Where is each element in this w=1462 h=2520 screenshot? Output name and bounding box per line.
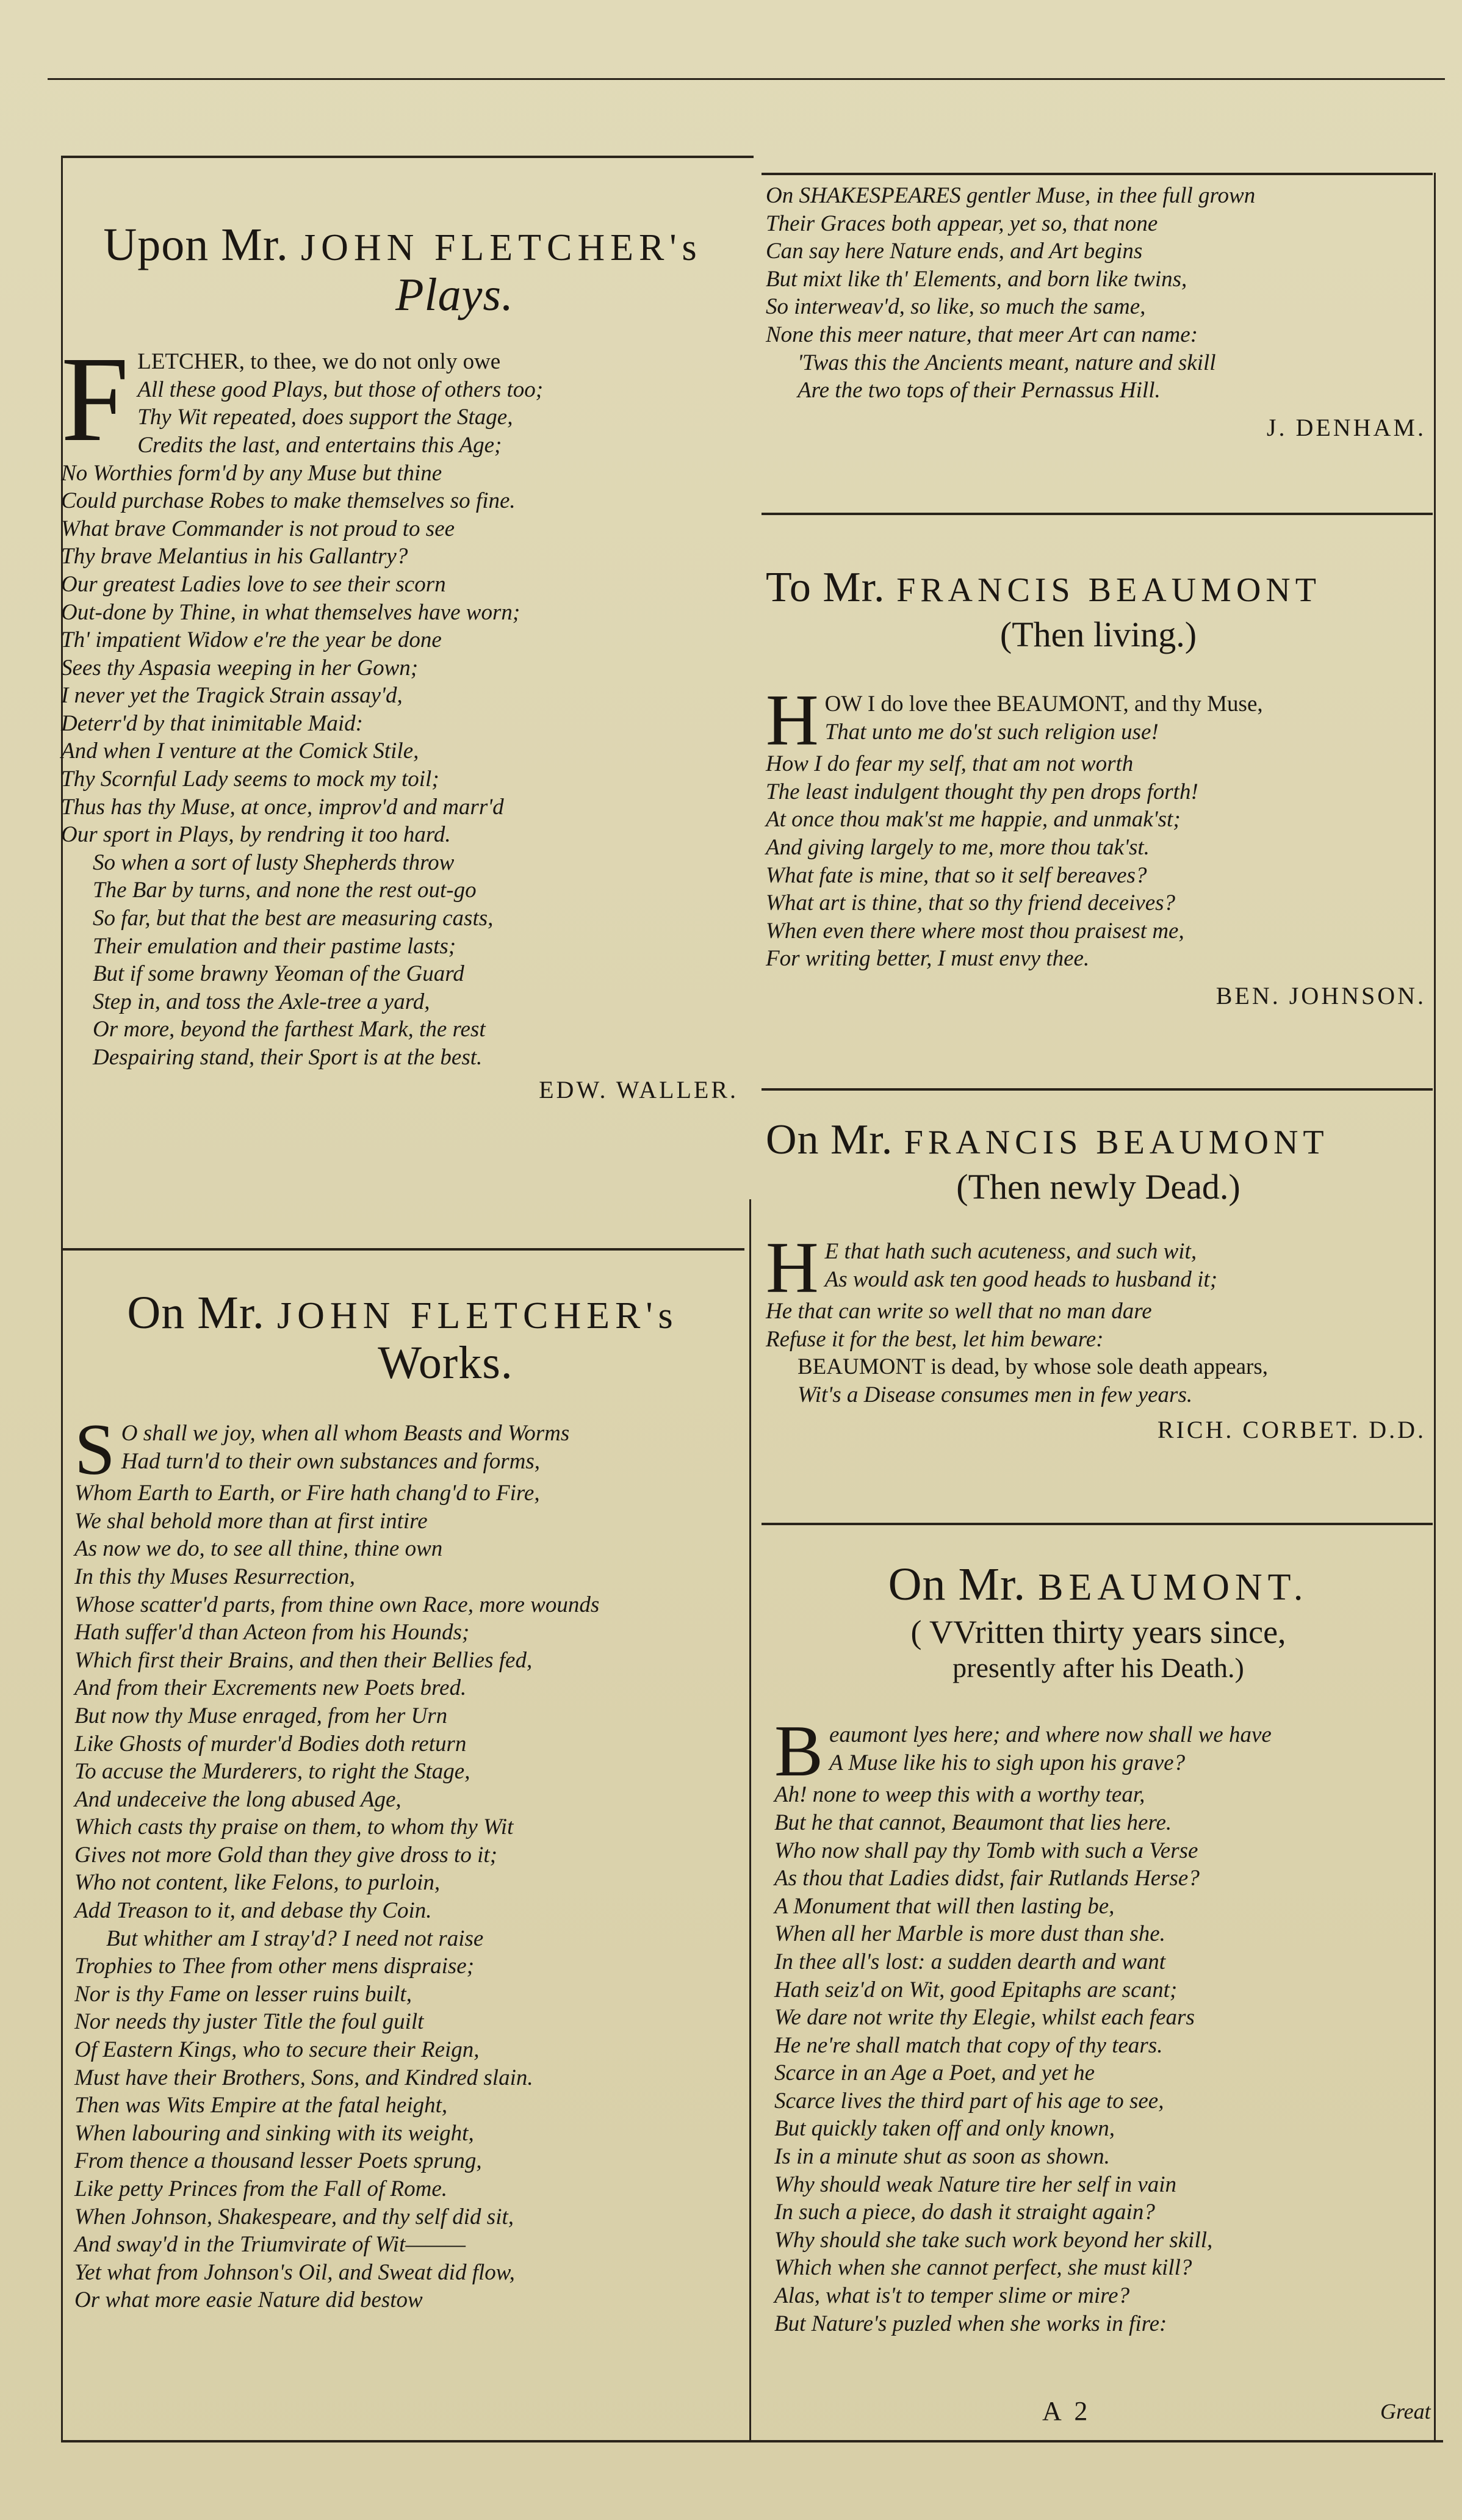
- poem-line: 'Twas this the Ancients meant, nature and skill: [798, 350, 1216, 375]
- drop-cap-letter: S: [74, 1409, 115, 1490]
- poem-line: Who not content, like Felons, to purloin,: [74, 1870, 441, 1896]
- poem-line: For writing better, I must envy thee.: [766, 946, 1090, 972]
- poem-lines: [774, 1721, 1431, 1777]
- poem-line: But whither am I stray'd? I need not raise: [106, 1926, 484, 1951]
- title-prefix: On Mr.: [888, 1559, 1026, 1610]
- poem-line: Must have their Brothers, Sons, and Kindred slain.: [74, 2065, 533, 2090]
- poem-line: At once thou mak'st me happie, and unmak'st;: [766, 807, 1181, 832]
- poem-line: Thy brave Melantius in his Gallantry?: [61, 544, 408, 569]
- poem-line: Why should weak Nature tire her self in vain: [774, 2172, 1177, 2197]
- poem-fletcher-works: [61, 1288, 744, 2314]
- poem-line: The Bar by turns, and none the rest out-go: [93, 878, 477, 903]
- poem-line: But mixt like th' Elements, and born like twins,: [766, 266, 1187, 292]
- poem-line: And giving largely to me, more thou tak'st.: [766, 835, 1150, 861]
- poem-line: Ah! none to weep this with a worthy tear,: [774, 1782, 1145, 1808]
- title-word: Works.: [378, 1337, 513, 1389]
- poem-line: LETCHER, to thee, we do not only owe: [137, 349, 501, 375]
- poem-line: In thee all's lost: a sudden dearth and want: [774, 1949, 1165, 1974]
- poem-line: Nor is thy Fame on lesser ruins built,: [74, 1981, 412, 2007]
- poem-line: Our greatest Ladies love to see their scorn: [61, 571, 446, 597]
- poem-line: eaumont lyes here; and where now shall we have: [829, 1722, 1272, 1748]
- poem-line: Despairing stand, their Sport is at the best.: [93, 1045, 483, 1070]
- poem-line: Are the two tops of their Pernassus Hill.: [798, 378, 1161, 403]
- poem-line: What fate is mine, that so it self bereaves?: [766, 862, 1147, 888]
- poem-line: But now thy Muse enraged, from her Urn: [74, 1703, 448, 1728]
- poem-beaumont-thirty-years: [766, 1559, 1431, 2338]
- poem-line: Add Treason to it, and debase thy Coin.: [74, 1898, 432, 1924]
- poem-signature: J. DENHAM.: [1266, 413, 1426, 441]
- poem-line: Trophies to Thee from other mens dispraise;: [74, 1954, 475, 1979]
- poem-line: Scarce lives the third part of his age to see,: [774, 2088, 1164, 2114]
- poem-line: So when a sort of lusty Shepherds throw: [93, 850, 455, 875]
- poem-line: But he that cannot, Beaumont that lies here.: [774, 1810, 1172, 1835]
- poem-line: Which when she cannot perfect, she must kill?: [774, 2255, 1192, 2281]
- title-name: FRANCIS BEAUMONT: [896, 571, 1321, 609]
- poem-line: And from their Excrements new Poets bred.: [74, 1675, 467, 1701]
- poem-line: Hath suffer'd than Acteon from his Hounds;: [74, 1620, 470, 1645]
- poem-line: Or more, beyond the farthest Mark, the rest: [93, 1017, 486, 1042]
- poem-line: Which casts thy praise on them, to whom thy Wit: [74, 1814, 514, 1840]
- poem-line: A Monument that will then lasting be,: [774, 1893, 1115, 1919]
- poem-subtitle: (Then newly Dead.): [956, 1166, 1241, 1207]
- poem-line: In this thy Muses Resurrection,: [74, 1564, 356, 1589]
- poem-lines: [766, 1238, 1431, 1293]
- poem-line: Refuse it for the best, let him beware:: [766, 1326, 1104, 1352]
- poem-subtitle: (Then living.): [999, 614, 1197, 654]
- poem-line: Had turn'd to their own substances and forms,: [121, 1448, 541, 1474]
- poem-line: Sees thy Aspasia weeping in her Gown;: [61, 655, 419, 681]
- title-word: Plays.: [395, 269, 514, 321]
- poem-line: No Worthies form'd by any Muse but thine: [61, 460, 442, 486]
- poem-line: Is in a minute shut as soon as shown.: [774, 2144, 1110, 2170]
- title-name: BEAUMONT.: [1038, 1567, 1309, 1608]
- poem-line: As would ask ten good heads to husband it;: [824, 1266, 1218, 1292]
- poem-beaumont-living: [766, 565, 1431, 1010]
- poem-lines: [61, 460, 744, 1072]
- poem-line: BEAUMONT is dead, by whose sole death appears,: [798, 1354, 1269, 1380]
- poem-line: What art is thine, that so thy friend deceives?: [766, 890, 1176, 916]
- poem-line: Can say here Nature ends, and Art begins: [766, 239, 1143, 264]
- poem-line: Out-done by Thine, in what themselves have worn;: [61, 599, 520, 625]
- poem-title: [766, 1559, 1431, 1609]
- poem-lines: [766, 182, 1431, 405]
- poem-signature: EDW. WALLER.: [539, 1075, 738, 1103]
- poem-signature: RICH. CORBET. D.D.: [1157, 1415, 1426, 1443]
- poem-lines: [766, 750, 1431, 973]
- poem-line: Like Ghosts of murder'd Bodies doth return: [74, 1731, 467, 1756]
- poem-line: When labouring and sinking with its weight,: [74, 2120, 474, 2146]
- catchword: Great: [1380, 2399, 1431, 2424]
- poem-line: As thou that Ladies didst, fair Rutlands Herse?: [774, 1866, 1200, 1891]
- poem-line: Whom Earth to Earth, or Fire hath chang'd to Fire,: [74, 1481, 540, 1506]
- poem-title: [766, 565, 1431, 611]
- poem-lines: [774, 1781, 1431, 2338]
- center-column-divider: [749, 1199, 751, 2441]
- poem-line: Who now shall pay thy Tomb with such a Verse: [774, 1838, 1198, 1863]
- poem-line: On SHAKESPEARES gentler Muse, in thee full grown: [766, 183, 1256, 208]
- poem-line: Or what more easie Nature did bestow: [74, 2287, 423, 2313]
- title-prefix: On Mr.: [127, 1287, 265, 1338]
- poem-line: And undeceive the long abused Age,: [74, 1786, 402, 1812]
- title-name: JOHN FLETCHER's: [300, 227, 702, 269]
- poem-beaumont-dead: [766, 1117, 1431, 1444]
- poem-line: He that can write so well that no man dare: [766, 1299, 1152, 1324]
- poem-line: Like petty Princes from the Fall of Rome.: [74, 2176, 448, 2201]
- poem-line: Alas, what is't to temper slime or mire?: [774, 2283, 1130, 2309]
- poem-line: In such a piece, do dash it straight again?: [774, 2200, 1155, 2225]
- poem-title-line-2: [165, 270, 744, 320]
- poem-line: Wit's a Disease consumes men in few years.: [798, 1382, 1193, 1408]
- section-divider: [762, 1088, 1433, 1091]
- section-divider: [762, 513, 1433, 515]
- poem-line: A Muse like his to sigh upon his grave?: [829, 1750, 1186, 1775]
- left-column-top-rule: [61, 156, 754, 158]
- poem-line: When all her Marble is more dust than she.: [774, 1921, 1165, 1947]
- poem-line: O shall we joy, when all whom Beasts and Worms: [121, 1421, 570, 1446]
- title-prefix: On Mr.: [766, 1116, 893, 1163]
- drop-cap-letter: B: [774, 1710, 824, 1792]
- poem-body: [766, 1227, 1431, 1443]
- right-border-line: [1434, 173, 1436, 2440]
- title-name: FRANCIS BEAUMONT: [904, 1124, 1329, 1161]
- poem-line: Gives not more Gold than they give dross to it;: [74, 1842, 497, 1868]
- poem-lines: [74, 1479, 744, 2314]
- poem-line: Thy Wit repeated, does support the Stage,: [137, 405, 513, 430]
- poem-line: We dare not write thy Elegie, whilst each fears: [774, 2005, 1195, 2031]
- poem-line: He ne're shall match that copy of thy tears.: [774, 2032, 1163, 2058]
- poem-line: Hath seiz'd on Wit, good Epitaphs are scant;: [774, 1977, 1178, 2002]
- poem-line: We shal behold more than at first intire: [74, 1508, 428, 1534]
- section-divider: [762, 1523, 1433, 1525]
- poem-line: When even there where most thou praisest me,: [766, 918, 1184, 944]
- poem-line: And sway'd in the Triumvirate of Wit———: [74, 2232, 466, 2258]
- poem-line: Th' impatient Widow e're the year be done: [61, 627, 442, 653]
- poem-line: None this meer nature, that meer Art can name:: [766, 322, 1198, 347]
- poem-subtitle-line-2: presently after his Death.): [952, 1652, 1244, 1684]
- poem-line: Whose scatter'd parts, from thine own Race, more wounds: [74, 1592, 600, 1617]
- poem-line: Deterr'd by that inimitable Maid:: [61, 710, 364, 736]
- poem-line: Yet what from Johnson's Oil, and Sweat did flow,: [74, 2259, 515, 2285]
- right-column-top-rule: [762, 173, 1433, 175]
- poem-line: To accuse the Murderers, to right the Stage,: [74, 1759, 470, 1785]
- poem-line: Could purchase Robes to make themselves so fine.: [61, 488, 516, 514]
- poem-line: Thus has thy Muse, at once, improv'd and marr'd: [61, 794, 504, 820]
- poem-line: From thence a thousand lesser Poets sprung,: [74, 2148, 482, 2174]
- bottom-rule: [61, 2440, 1443, 2442]
- poem-line: Credits the last, and entertains this Age;: [137, 432, 502, 458]
- drop-cap-letter: H: [766, 1227, 819, 1309]
- poem-line: So interweav'd, so like, so much the same,: [766, 294, 1146, 320]
- poem-title: [61, 1288, 744, 1338]
- poem-line: Step in, and toss the Axle-tree a yard,: [93, 989, 430, 1014]
- title-prefix: To Mr.: [766, 564, 885, 611]
- poem-lines: [766, 1298, 1431, 1409]
- poem-line: But if some brawny Yeoman of the Guard: [93, 961, 464, 987]
- poem-line: E that hath such acuteness, and such wit,: [824, 1239, 1197, 1265]
- poem-body: [766, 679, 1431, 1010]
- poem-line: Scarce in an Age a Poet, and yet he: [774, 2060, 1095, 2086]
- poem-lines: [766, 690, 1431, 746]
- poem-body: [61, 332, 744, 1103]
- poem-line: OW I do love thee BEAUMONT, and thy Muse,: [824, 691, 1263, 717]
- poem-line: Their emulation and their pastime lasts;: [93, 933, 456, 959]
- poem-lines: [61, 332, 744, 468]
- poem-line: All these good Plays, but those of others too;: [137, 377, 544, 402]
- poem-line: I never yet the Tragick Strain assay'd,: [61, 683, 403, 709]
- poem-line: Which first their Brains, and then their Bellies fed,: [74, 1647, 533, 1673]
- poem-title: [61, 220, 744, 270]
- poem-line: Their Graces both appear, yet so, that none: [766, 211, 1158, 236]
- poem-line: So far, but that the best are measuring casts,: [93, 906, 494, 931]
- poem-line: As now we do, to see all thine, thine own: [74, 1536, 443, 1562]
- signature-mark: A 2: [1042, 2396, 1092, 2426]
- poem-line: But Nature's puzled when she works in fire:: [774, 2311, 1167, 2336]
- drop-cap-letter: F: [61, 332, 129, 468]
- drop-cap-letter: H: [766, 679, 819, 761]
- poem-line: Nor needs thy juster Title the foul guilt: [74, 2009, 424, 2035]
- poem-body: [61, 1409, 744, 2314]
- top-rule: [48, 78, 1445, 80]
- title-prefix: Upon Mr.: [103, 219, 289, 270]
- poem-line: What brave Commander is not proud to see: [61, 516, 455, 541]
- poem-body: [766, 1710, 1431, 2338]
- title-name: JOHN FLETCHER's: [276, 1295, 679, 1337]
- poem-line: Our sport in Plays, by rendring it too hard.: [61, 822, 451, 848]
- poem-line: When Johnson, Shakespeare, and thy self did sit,: [74, 2204, 514, 2229]
- poem-line: But quickly taken off and only known,: [774, 2116, 1115, 2142]
- poem-line: Why should she take such work beyond her skill,: [774, 2227, 1213, 2253]
- poem-subtitle: ( VVritten thirty years since,: [910, 1614, 1286, 1651]
- poem-denham-continuation: [766, 182, 1431, 442]
- poem-line: Of Eastern Kings, who to secure their Reign,: [74, 2037, 480, 2063]
- poem-signature: BEN. JOHNSON.: [1215, 982, 1426, 1010]
- poem-line: Thy Scornful Lady seems to mock my toil;: [61, 767, 439, 792]
- poem-line: The least indulgent thought thy pen drops forth!: [766, 779, 1198, 804]
- poem-lines: [74, 1420, 744, 1475]
- poem-line: How I do fear my self, that am not worth: [766, 751, 1134, 777]
- poem-line: That unto me do'st such religion use!: [824, 719, 1159, 745]
- section-divider: [61, 1248, 744, 1251]
- poem-line: And when I venture at the Comick Stile,: [61, 738, 419, 764]
- poem-title-line-2: [146, 1338, 744, 1388]
- poem-fletcher-plays: [61, 220, 744, 1104]
- poem-title: [766, 1117, 1431, 1163]
- poem-line: Then was Wits Empire at the fatal height,: [74, 2093, 448, 2118]
